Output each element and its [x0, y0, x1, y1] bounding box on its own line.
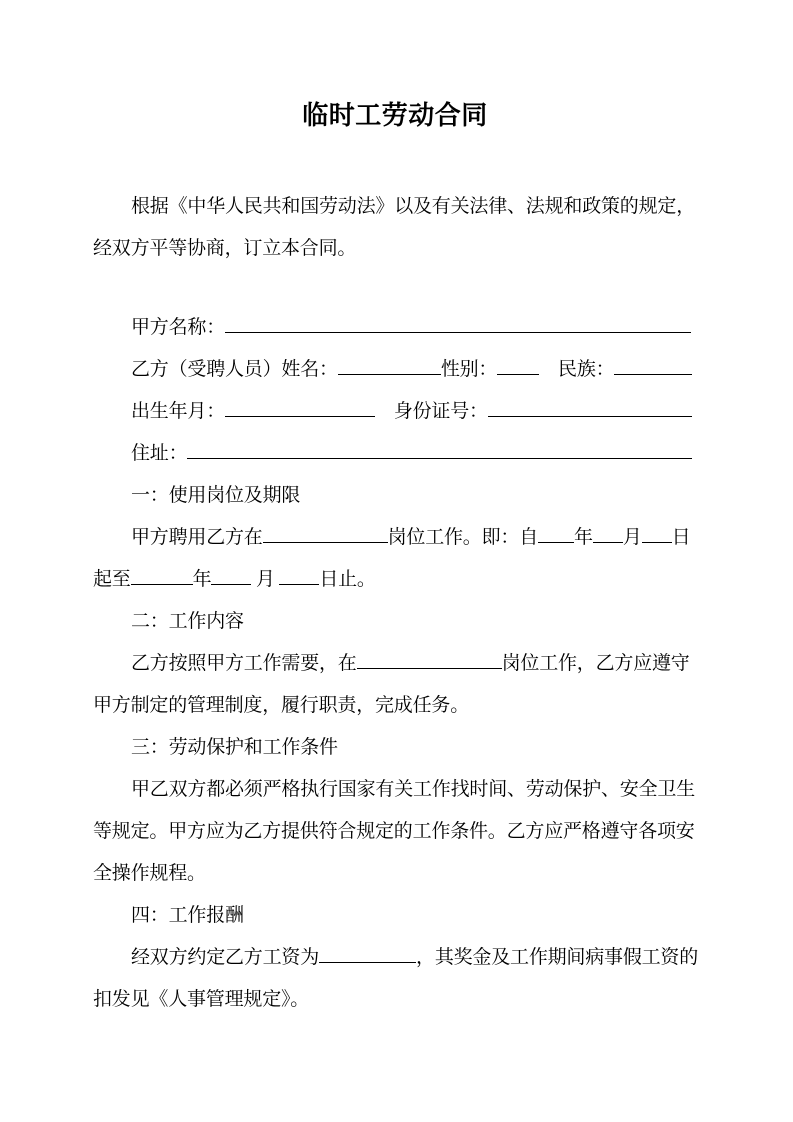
text-run: 乙方（受聘人员）姓名： [131, 359, 338, 380]
text-run: 民族： [539, 359, 615, 380]
blank-field [593, 522, 623, 543]
text-run: ，其奖金及工作期间病事假工资的 [416, 947, 699, 968]
text-run: 全操作规程。 [93, 863, 206, 884]
heading-section-4 [93, 895, 697, 937]
document-title: 临时工劳动合同 [302, 101, 488, 130]
blank-field [538, 522, 574, 543]
text-run: 出生年月： [131, 401, 226, 422]
clause-1-line-2 [93, 559, 697, 601]
clause-4-line-2 [93, 979, 697, 1021]
text-run: 月 [622, 527, 642, 548]
blank-field [225, 396, 375, 417]
blank-field [187, 438, 692, 459]
clause-4-line-1 [93, 937, 697, 979]
field-birthdate-id [93, 391, 697, 433]
blank-field [338, 354, 441, 375]
heading-section-1 [93, 475, 697, 517]
text-run: 岗位工作。即：自 [387, 527, 539, 548]
text-run: 住址： [131, 443, 188, 464]
text-run: 经双方平等协商，订立本合同。 [93, 238, 357, 259]
text-run: 根据《中华人民共和国劳动法》以及有关法律、法规和政策的规定， [131, 196, 696, 217]
text-run: 身份证号： [375, 401, 488, 422]
clause-3-line-1 [93, 769, 697, 811]
blank-field [488, 396, 692, 417]
blank-field [131, 564, 193, 585]
heading-section-2 [93, 601, 697, 643]
text-run: 乙方按照甲方工作需要，在 [131, 653, 357, 674]
text-run: 日止。 [319, 569, 376, 590]
blank-field [642, 522, 672, 543]
text-run: 甲方聘用乙方在 [131, 527, 263, 548]
text-run: 日 [671, 527, 691, 548]
blank-field [497, 354, 539, 375]
text-run: 甲方名称： [131, 317, 226, 338]
blank-field [319, 942, 416, 963]
blank-field [263, 522, 388, 543]
text-run: 甲方制定的管理制度，履行职责，完成任务。 [93, 695, 470, 716]
blank-field [225, 312, 691, 333]
text-run: 年 [192, 569, 212, 590]
heading-section-3 [93, 727, 697, 769]
field-party-b-name-sex-ethnic [93, 349, 697, 391]
intro-form-gap [93, 270, 697, 307]
blank-field [357, 648, 502, 669]
text-run: 年 [574, 527, 593, 548]
text-run: 二：工作内容 [131, 611, 244, 632]
field-party-a-name [93, 307, 697, 349]
text-run: 起至 [93, 569, 131, 590]
text-run: 三：劳动保护和工作条件 [131, 737, 338, 758]
clause-2-line-1 [93, 643, 697, 685]
clause-3-line-3 [93, 853, 697, 895]
text-run: 四：工作报酬 [131, 905, 244, 926]
blank-field [614, 354, 692, 375]
document-body [93, 186, 697, 1021]
text-run: 甲乙双方都必须严格执行国家有关工作找时间、劳动保护、安全卫生 [131, 779, 696, 800]
text-run: 性别： [440, 359, 498, 380]
field-address [93, 433, 697, 475]
intro-line-2 [93, 228, 697, 270]
text-run: 经双方约定乙方工资为 [131, 947, 320, 968]
intro-line-1 [93, 186, 697, 228]
text-run: 一：使用岗位及期限 [131, 485, 301, 506]
text-run: 等规定。甲方应为乙方提供符合规定的工作条件。乙方应严格遵守各项安 [93, 821, 695, 842]
clause-1-line-1 [93, 517, 697, 559]
blank-field [279, 564, 319, 585]
blank-field [211, 564, 251, 585]
text-run: 岗位工作，乙方应遵守 [501, 653, 690, 674]
clause-3-line-2 [93, 811, 697, 853]
text-run: 扣发见《人事管理规定》。 [93, 989, 310, 1010]
clause-2-line-2 [93, 685, 697, 727]
text-run: 月 [251, 569, 280, 590]
